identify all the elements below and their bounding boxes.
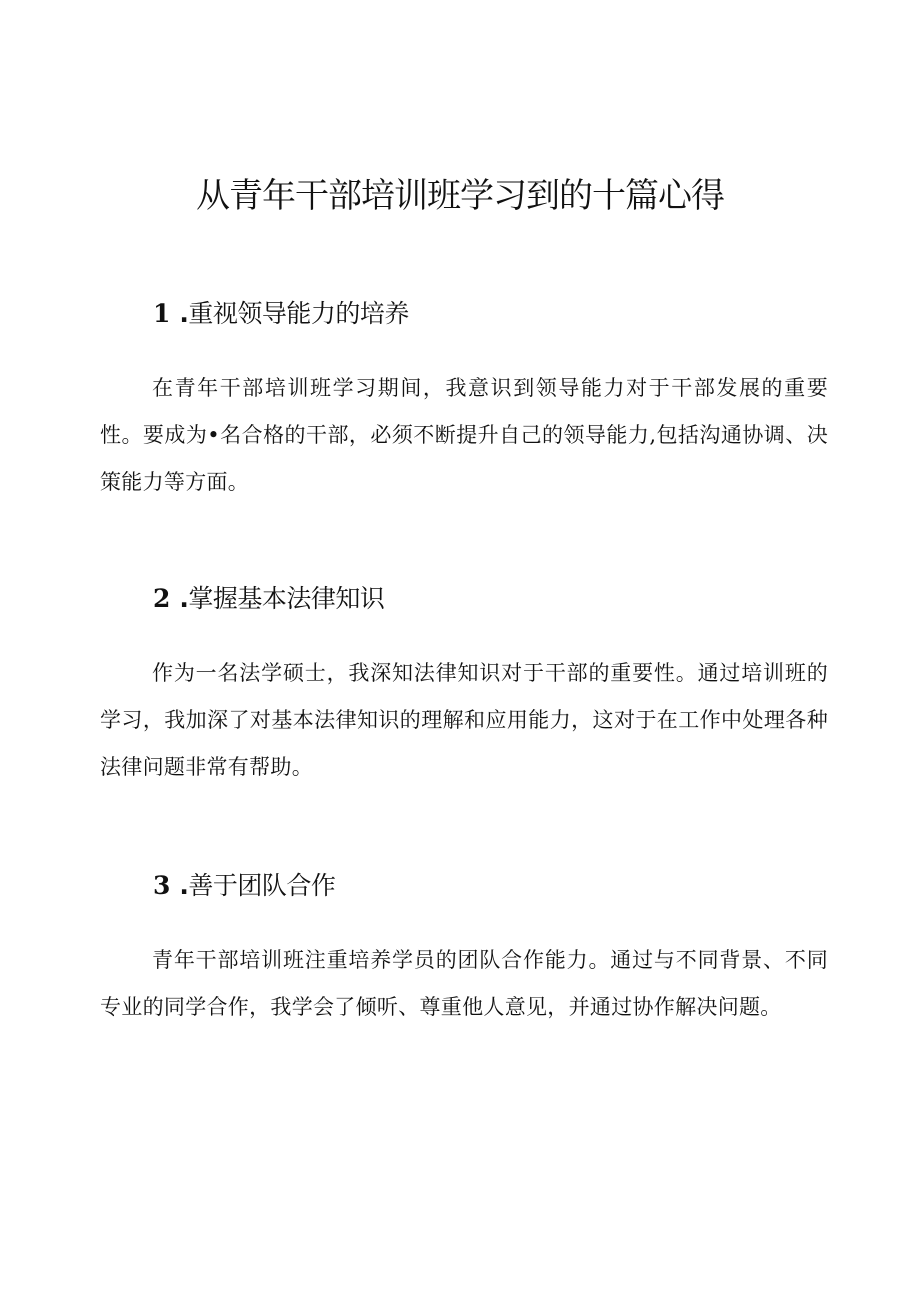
section-3 xyxy=(100,868,828,1031)
section-separator: . xyxy=(179,299,189,328)
document-title: 从青年干部培训班学习到的十篇心得 xyxy=(196,176,724,216)
section-heading-text: 重视领导能力的培养 xyxy=(188,299,409,328)
section-body: 青年干部培训班注重培养学员的团队合作能力。通过与不同背景、不同专业的同学合作，我学会了倾听、尊重他人意见，并通过协作解决问题。 xyxy=(100,948,828,1019)
section-body: 作为一名法学硕士，我深知法律知识对于干部的重要性。通过培训班的学习，我加深了对基本法律知识的理解和应用能力，这对于在工作中处理各种法律问题非常有帮助。 xyxy=(100,661,828,779)
section-number: 3 xyxy=(153,871,170,900)
section-separator: . xyxy=(179,871,189,900)
section-body: 在青年干部培训班学习期间，我意识到领导能力对于干部发展的重要性。要成为•名合格的干部，必须不断提升自己的领导能力,包括沟通协调、决策能力等方面。 xyxy=(100,376,828,494)
section-heading xyxy=(100,296,828,332)
section-2 xyxy=(100,581,828,791)
section-heading-text: 善于团队合作 xyxy=(188,871,336,900)
section-1 xyxy=(100,296,828,506)
section-number: 2 xyxy=(153,584,170,613)
section-heading xyxy=(100,868,828,904)
section-separator: . xyxy=(179,584,189,613)
section-heading xyxy=(100,581,828,617)
section-heading-text: 掌握基本法律知识 xyxy=(188,584,385,613)
section-number: 1 xyxy=(153,299,170,328)
